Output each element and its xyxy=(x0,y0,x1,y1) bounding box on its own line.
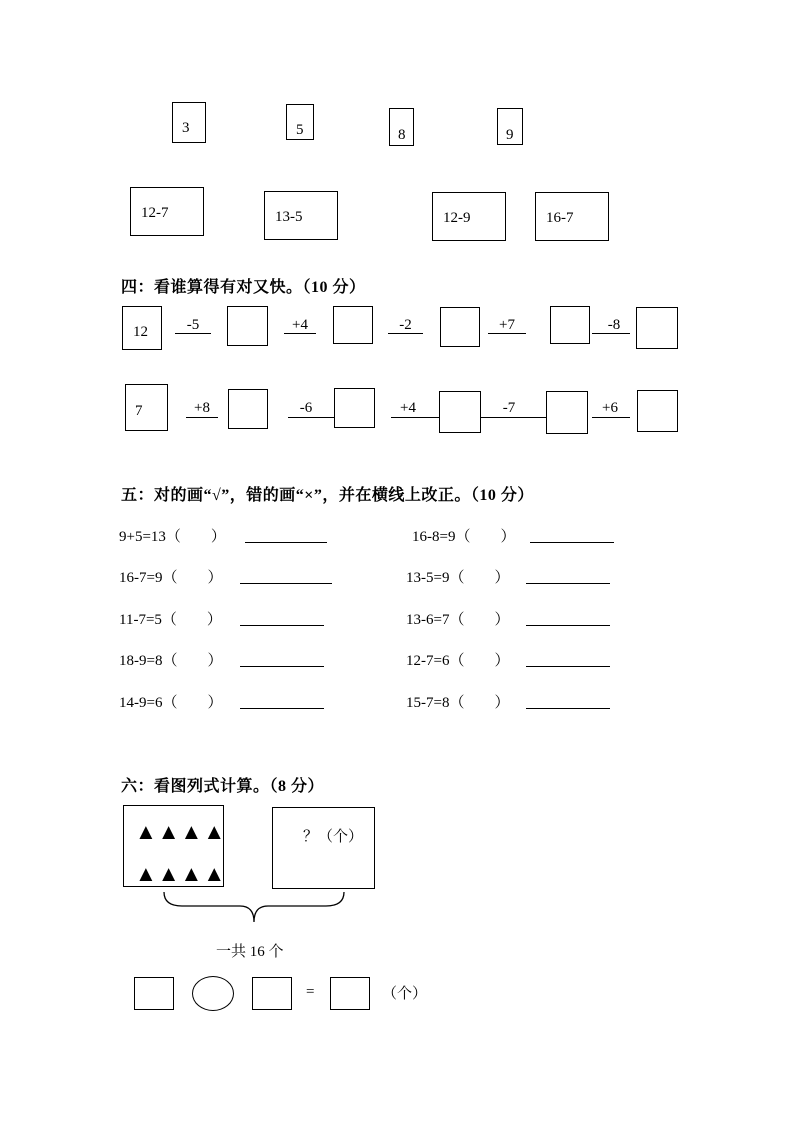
number-card-text: 5 xyxy=(296,122,304,138)
judge-equation: 11-7=5（ ） xyxy=(119,612,222,628)
chain-start-value: 12 xyxy=(133,324,148,340)
section-4-title: 四：看谁算得有对又快。（10 分） xyxy=(121,279,366,296)
chain-operator: +4 xyxy=(400,400,416,416)
expression-card-12-9 xyxy=(432,192,506,241)
correction-line[interactable] xyxy=(526,708,610,709)
equals-sign: = xyxy=(306,984,315,1000)
number-card-text: 3 xyxy=(182,120,190,136)
correction-line[interactable] xyxy=(240,666,324,667)
correction-line[interactable] xyxy=(526,666,610,667)
expression-card-13-5 xyxy=(264,191,338,240)
correction-line[interactable] xyxy=(526,625,610,626)
chain-operator: -6 xyxy=(299,400,313,416)
chain-start-box xyxy=(122,306,162,350)
judge-equation: 9+5=13（ ） xyxy=(119,529,226,545)
number-card-text: 9 xyxy=(506,127,514,143)
judge-equation: 15-7=8（ ） xyxy=(406,695,510,711)
chain-operator: +6 xyxy=(602,400,618,416)
expression-card-text: 13-5 xyxy=(275,209,303,225)
triangle-picture-box xyxy=(123,805,227,887)
answer-box[interactable] xyxy=(440,307,480,347)
correction-line[interactable] xyxy=(530,542,614,543)
section-5-title: 五：对的画“√”，错的画“×”，并在横线上改正。（10 分） xyxy=(121,487,534,504)
answer-box[interactable] xyxy=(228,389,268,429)
chain-operator: +7 xyxy=(499,317,515,333)
chain-operator: +4 xyxy=(292,317,308,333)
expression-card-16-7 xyxy=(535,192,609,241)
equation-number-box[interactable] xyxy=(134,977,174,1010)
correction-line[interactable] xyxy=(240,583,332,584)
chain-arrow-line xyxy=(592,417,630,418)
correction-line[interactable] xyxy=(240,708,324,709)
answer-box[interactable] xyxy=(439,391,481,433)
answer-box[interactable] xyxy=(636,307,678,349)
judge-equation: 13-5=9（ ） xyxy=(406,570,510,586)
section-6-title: 六：看图列式计算。（8 分） xyxy=(121,778,325,795)
judge-equation: 16-8=9（ ） xyxy=(412,529,516,545)
chain-arrow-line xyxy=(488,333,526,334)
chain-arrow-line xyxy=(175,333,211,334)
judge-equation: 14-9=6（ ） xyxy=(119,695,223,711)
equation-number-box[interactable] xyxy=(252,977,292,1010)
correction-line[interactable] xyxy=(245,542,327,543)
expression-card-text: 16-7 xyxy=(546,210,574,226)
number-card-text: 8 xyxy=(398,127,406,143)
chain-arrow-line xyxy=(186,417,218,418)
equation-result-box[interactable] xyxy=(330,977,370,1010)
unknown-count-box xyxy=(272,807,375,889)
answer-box[interactable] xyxy=(637,390,678,432)
chain-arrow-line xyxy=(592,333,630,334)
answer-box[interactable] xyxy=(550,306,590,344)
chain-operator: -2 xyxy=(399,317,412,333)
correction-line[interactable] xyxy=(526,583,610,584)
answer-box[interactable] xyxy=(227,306,268,346)
judge-equation: 18-9=8（ ） xyxy=(119,653,223,669)
chain-arrow-line xyxy=(481,417,546,418)
chain-start-value: 7 xyxy=(135,403,143,419)
correction-line[interactable] xyxy=(240,625,324,626)
answer-box[interactable] xyxy=(546,391,588,434)
unit-label: （个） xyxy=(382,986,428,1002)
chain-arrow-line xyxy=(284,333,316,334)
judge-equation: 16-7=9（ ） xyxy=(119,570,223,586)
chain-start-box xyxy=(125,384,168,431)
number-card-3 xyxy=(172,102,206,143)
expression-card-text: 12-9 xyxy=(443,210,471,226)
chain-arrow-line xyxy=(388,333,423,334)
brace-icon xyxy=(160,890,350,926)
answer-box[interactable] xyxy=(333,306,373,344)
triangle-row: ▲▲▲▲ xyxy=(135,819,227,844)
number-card-9 xyxy=(497,108,523,145)
chain-operator: -5 xyxy=(186,317,200,333)
equation-operator-circle[interactable] xyxy=(192,976,234,1011)
answer-box[interactable] xyxy=(334,388,375,428)
number-card-8 xyxy=(389,108,414,146)
total-label: 一共 16 个 xyxy=(216,944,284,960)
judge-equation: 13-6=7（ ） xyxy=(406,612,510,628)
chain-operator: -7 xyxy=(502,400,516,416)
judge-equation: 12-7=6（ ） xyxy=(406,653,510,669)
number-card-5 xyxy=(286,104,314,140)
triangle-row: ▲▲▲▲ xyxy=(135,861,227,886)
chain-operator: -8 xyxy=(607,317,621,333)
chain-operator: +8 xyxy=(194,400,210,416)
chain-arrow-line xyxy=(391,417,439,418)
expression-card-text: 12-7 xyxy=(141,205,169,221)
unknown-count-label: ？（个） xyxy=(303,829,364,845)
expression-card-12-7 xyxy=(130,187,204,236)
chain-arrow-line xyxy=(288,417,334,418)
